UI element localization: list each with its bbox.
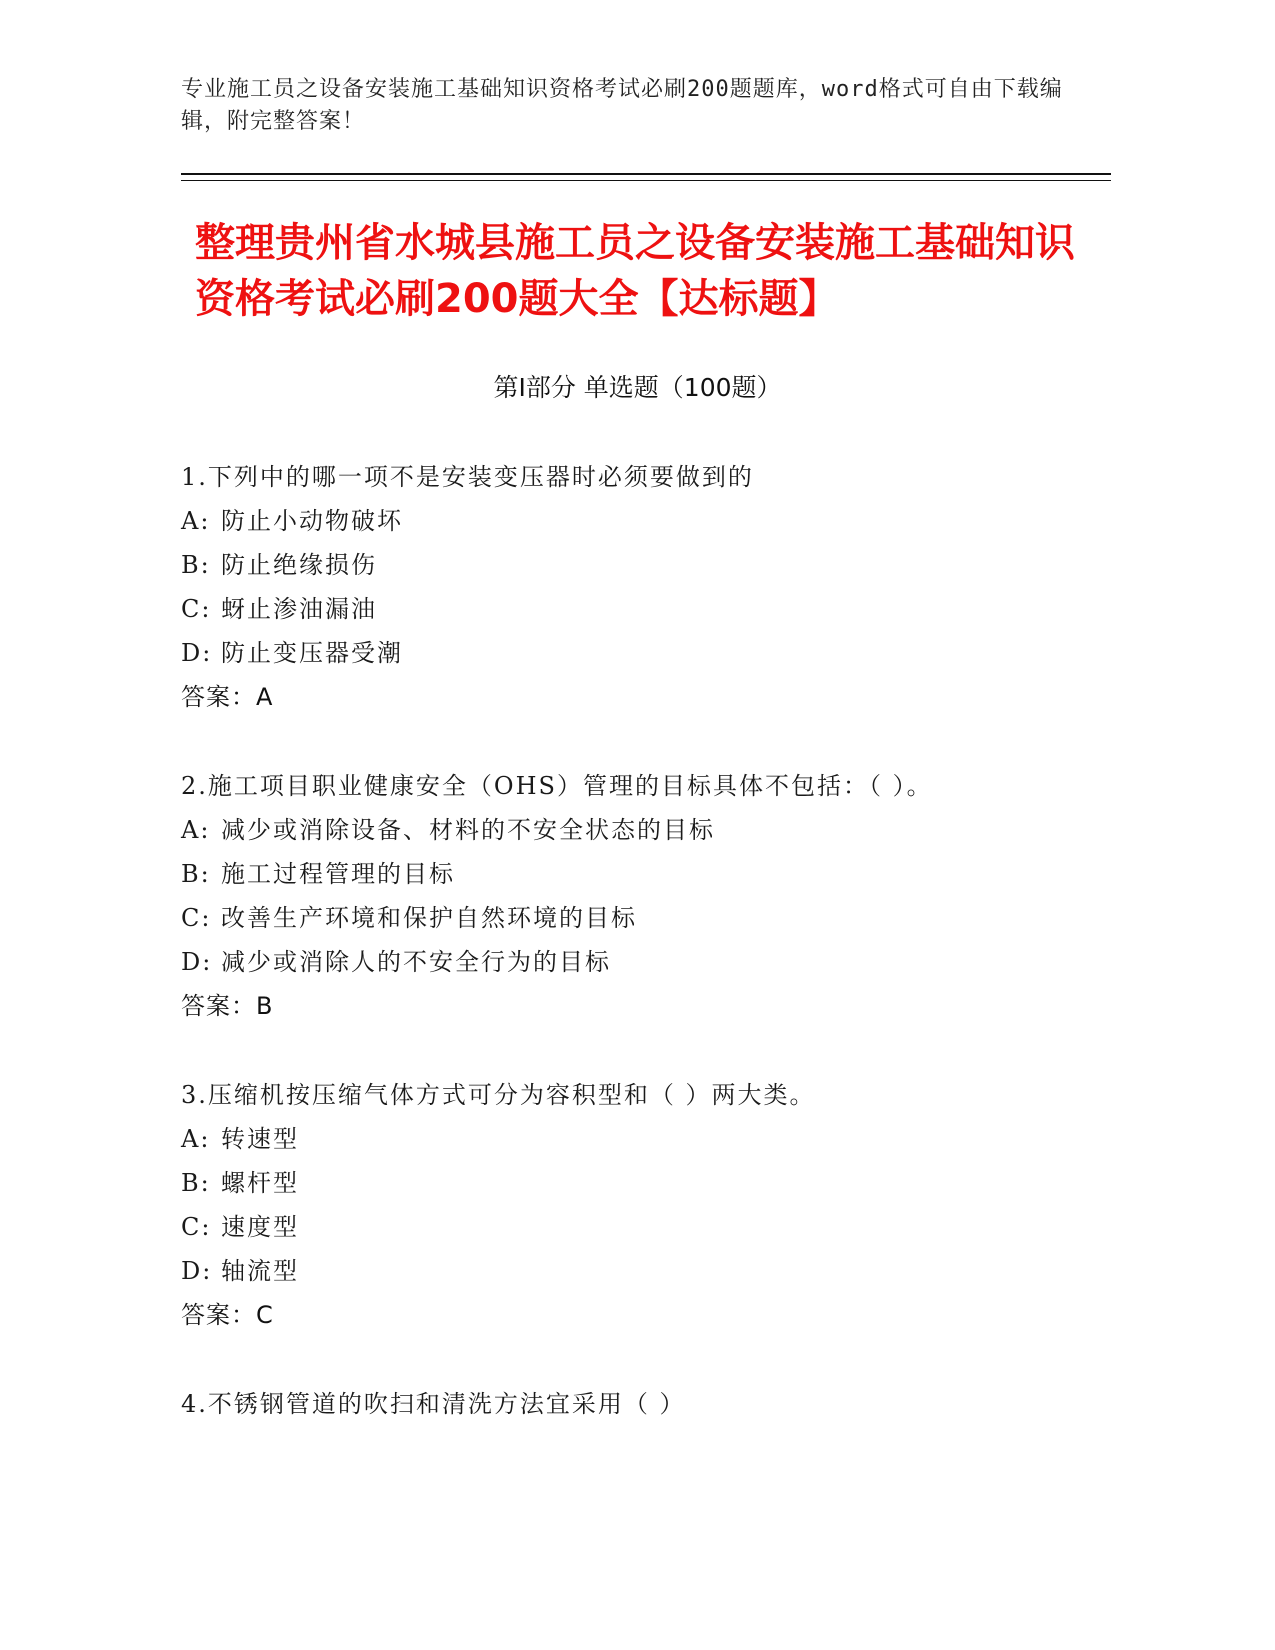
option-text: 减少或消除设备、材料的不安全状态的目标 (221, 816, 715, 844)
option-d (181, 631, 1101, 675)
header-divider-thick (181, 173, 1111, 175)
option-letter: D: (181, 948, 213, 976)
answer-line: 答案：C (181, 1301, 274, 1329)
option-b (181, 852, 1101, 896)
answer-line: 答案：A (181, 683, 274, 711)
question-stem: 2.施工项目职业健康安全（OHS）管理的目标具体不包括：（ ）。 (181, 772, 933, 800)
header-divider-thin (181, 180, 1111, 181)
option-text: 防止小动物破坏 (221, 507, 403, 535)
option-letter: A: (181, 816, 211, 844)
option-letter: D: (181, 1257, 213, 1285)
option-d (181, 940, 1101, 984)
option-letter: B: (181, 551, 211, 579)
question-stem: 4.不锈钢管道的吹扫和清洗方法宜采用（ ） (181, 1390, 686, 1418)
option-letter: C: (181, 904, 212, 932)
option-letter: A: (181, 1125, 211, 1153)
question-3 (181, 1073, 1101, 1337)
option-text: 减少或消除人的不安全行为的目标 (221, 948, 611, 976)
question-stem: 1.下列中的哪一项不是安装变压器时必须要做到的 (181, 463, 754, 491)
option-c (181, 1205, 1101, 1249)
option-a (181, 499, 1101, 543)
option-text: 防止变压器受潮 (221, 639, 403, 667)
question-list (181, 455, 1101, 1471)
option-letter: C: (181, 1213, 212, 1241)
document-title: 整理贵州省水城县施工员之设备安装施工基础知识资格考试必刷200题大全【达标题】 (195, 220, 1075, 322)
question-1 (181, 455, 1101, 719)
option-text: 蚜止渗油漏油 (221, 595, 377, 623)
option-b (181, 1161, 1101, 1205)
option-c (181, 896, 1101, 940)
option-d (181, 1249, 1101, 1293)
option-text: 转速型 (221, 1125, 299, 1153)
answer-line: 答案：B (181, 992, 274, 1020)
option-a (181, 1117, 1101, 1161)
section-heading: 第I部分 单选题（100题） (493, 373, 782, 402)
option-text: 速度型 (221, 1213, 299, 1241)
question-stem: 3.压缩机按压缩气体方式可分为容积型和（ ）两大类。 (181, 1081, 816, 1109)
option-b (181, 543, 1101, 587)
option-text: 防止绝缘损伤 (221, 551, 377, 579)
option-c (181, 587, 1101, 631)
option-letter: B: (181, 1169, 211, 1197)
option-text: 轴流型 (221, 1257, 299, 1285)
option-letter: C: (181, 595, 212, 623)
option-text: 改善生产环境和保护自然环境的目标 (221, 904, 637, 932)
question-2 (181, 764, 1101, 1028)
header-note: 专业施工员之设备安装施工基础知识资格考试必刷200题题库，word格式可自由下载编辑，附完整答案！ (181, 77, 1063, 134)
option-text: 施工过程管理的目标 (221, 860, 455, 888)
option-letter: D: (181, 639, 213, 667)
option-a (181, 808, 1101, 852)
question-4 (181, 1382, 1101, 1426)
option-letter: A: (181, 507, 211, 535)
option-text: 螺杆型 (221, 1169, 299, 1197)
option-letter: B: (181, 860, 211, 888)
